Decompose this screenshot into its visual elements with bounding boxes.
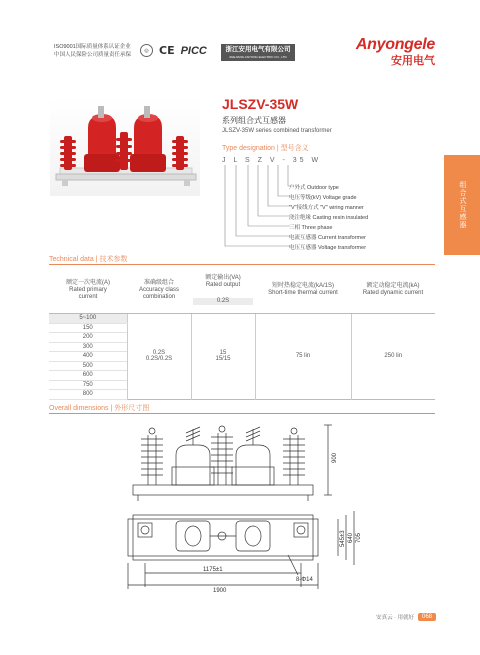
certification-text bbox=[54, 43, 131, 59]
legend-voltage-transformer: 电压互感器 Voltage transformer bbox=[289, 245, 367, 251]
table-row bbox=[49, 314, 435, 324]
company-name-cn: 浙江安用电气有限公司 bbox=[225, 46, 291, 53]
cell-current: 150 bbox=[49, 323, 127, 333]
designation-leader-lines bbox=[222, 165, 292, 250]
table-header-row bbox=[49, 267, 435, 314]
cell-current: 750 bbox=[49, 380, 127, 390]
header-rated-output-sub: 0.2S bbox=[193, 298, 253, 305]
footer-slogan: 安真云 · 用就好 bbox=[376, 615, 414, 621]
header-dynamic-current: 额定动稳定电流(kA) Rated dynamic current bbox=[351, 267, 435, 314]
header-accuracy-class: 准确级组合 Accuracy class combination bbox=[127, 267, 191, 314]
cert-line-1: ISO9001国际质量体系认证企业 bbox=[54, 44, 131, 50]
cert-line-2: 中国人民保险公司质量责任承保 bbox=[54, 52, 132, 58]
header-thermal-current: 短时热稳定电流(kA/1S) Short-time thermal current bbox=[255, 267, 351, 314]
header-rated-output-label: 额定输出(VA) Rated output bbox=[205, 275, 241, 288]
cell-dynamic: 250 lin bbox=[351, 314, 435, 400]
dim-545-label: 545±3 bbox=[340, 530, 346, 547]
cell-current: 400 bbox=[49, 352, 127, 362]
brand-name-cn: 安用电气 bbox=[391, 55, 435, 67]
technical-data-title: Technical data | 技术参数 bbox=[49, 256, 128, 263]
dimensions-title: Overall dimensions | 外形尺寸图 bbox=[49, 405, 150, 412]
product-subtitle-cn: 系列组合式互感器 bbox=[222, 116, 286, 125]
category-side-tab[interactable]: 组合式互感器 bbox=[444, 155, 480, 255]
brand-name-en: Anyongele bbox=[355, 36, 435, 53]
legend-wiring-manner: "V"接线方式 "V" wiring manner bbox=[289, 205, 364, 211]
company-logo bbox=[221, 44, 295, 61]
transformer-illustration bbox=[50, 98, 200, 196]
cell-output: 15 15/15 bbox=[191, 314, 255, 400]
cell-current: 5~100 bbox=[49, 314, 127, 324]
product-title: JLSZV-35W bbox=[222, 96, 299, 112]
dimensions-divider bbox=[49, 413, 435, 414]
ce-mark: CE bbox=[159, 44, 175, 57]
dimension-drawing bbox=[48, 415, 368, 605]
dim-640-label: 640 bbox=[348, 532, 354, 543]
cert-seal-icon: ◎ bbox=[140, 44, 153, 57]
type-designation-code: J L S Z V - 35 W bbox=[222, 157, 322, 164]
picc-logo: PICC bbox=[180, 44, 207, 57]
dim-705-label: 705 bbox=[356, 532, 362, 543]
certification-logos bbox=[140, 44, 207, 57]
legend-voltage-grade: 电压等级(kV) Voltage grade bbox=[289, 195, 357, 201]
header-rated-primary-current: 额定一次电流(A) Rated primary current bbox=[49, 267, 127, 314]
cell-current: 800 bbox=[49, 390, 127, 400]
technical-data-divider bbox=[49, 264, 435, 265]
dim-1175-label: 1175±1 bbox=[203, 567, 223, 573]
product-photo bbox=[50, 98, 200, 196]
cell-current: 200 bbox=[49, 333, 127, 343]
legend-outdoor-type: 户外式 Outdoor type bbox=[289, 185, 339, 191]
dim-1900-label: 1900 bbox=[213, 588, 227, 594]
cell-thermal: 75 lin bbox=[255, 314, 351, 400]
cell-current: 500 bbox=[49, 361, 127, 371]
header-rated-output bbox=[191, 267, 255, 314]
brand-logo bbox=[356, 36, 435, 68]
legend-current-transformer: 电流互感器 Current transformer bbox=[289, 235, 367, 241]
page-number: 068 bbox=[418, 613, 436, 621]
company-name-en: ZHEJIANG ANYONG ELECTRIC CO., LTD bbox=[229, 55, 287, 59]
page-footer bbox=[376, 613, 436, 621]
type-designation-label: Type designation | 型号含义 bbox=[222, 145, 309, 152]
legend-three-phase: 三相 Three phase bbox=[289, 225, 333, 231]
product-subtitle-en: JLSZV-35W series combined transformer bbox=[222, 128, 332, 134]
legend-casting-resin: 浇注绝缘 Casting resin insulated bbox=[289, 215, 369, 221]
dim-900-label: 900 bbox=[332, 452, 338, 463]
dim-holes-label: 8-Φ14 bbox=[296, 577, 313, 583]
cell-current: 600 bbox=[49, 371, 127, 381]
technical-data-table bbox=[49, 267, 435, 400]
cell-current: 300 bbox=[49, 342, 127, 352]
cell-accuracy: 0.2S 0.2S/0.2S bbox=[127, 314, 191, 400]
